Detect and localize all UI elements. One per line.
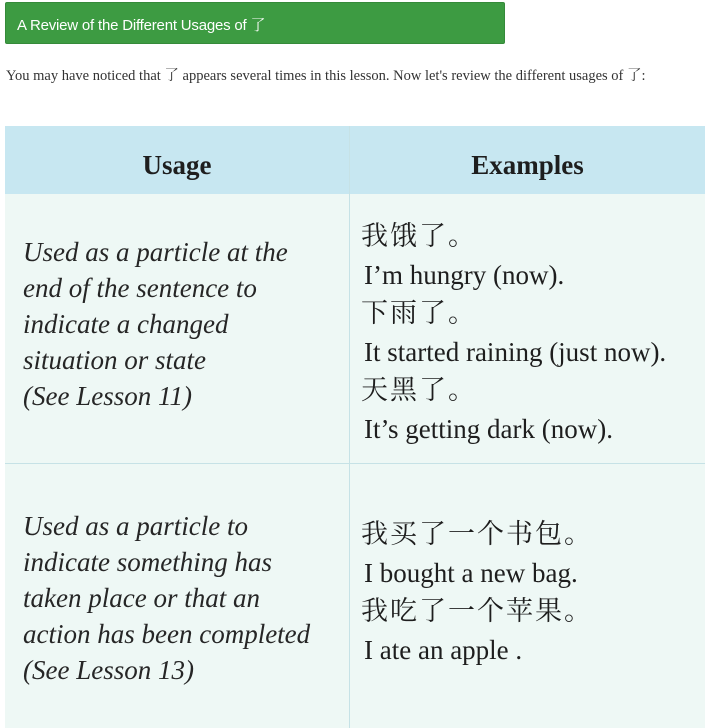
section-title: A Review of the Different Usages of 了	[17, 17, 266, 34]
example-chinese: 天黑了。	[361, 375, 477, 406]
example-chinese: 我饿了。	[361, 221, 477, 252]
usage-lesson-ref: (See Lesson 11)	[23, 381, 192, 411]
example-chinese: 我吃了一个苹果。	[361, 596, 593, 627]
usage-cell-completed-action	[23, 508, 353, 688]
usage-line: indicate something has	[23, 547, 272, 577]
example-chinese: 下雨了。	[361, 298, 477, 329]
example-english: I ate an apple .	[364, 635, 523, 665]
usage-line: Used as a particle to	[23, 511, 248, 541]
example-english: It started raining (just now).	[364, 337, 667, 367]
usage-line: end of the sentence to	[23, 273, 257, 303]
row-divider	[5, 463, 705, 464]
example-english: It’s getting dark (now).	[364, 414, 613, 444]
usage-cell-changed-state	[23, 234, 353, 414]
intro-paragraph: You may have noticed that 了 appears several times in this lesson. Now let's review the different usages of 了:	[6, 68, 646, 84]
usage-lesson-ref: (See Lesson 13)	[23, 655, 194, 685]
header-usage: Usage	[142, 150, 212, 180]
usage-line: Used as a particle at the	[23, 237, 288, 267]
examples-cell-completed-action	[361, 516, 705, 670]
usage-line: indicate a changed	[23, 309, 229, 339]
usage-line: taken place or that an	[23, 583, 260, 613]
example-english: I bought a new bag.	[364, 558, 578, 588]
examples-cell-changed-state	[361, 218, 705, 449]
example-chinese: 我买了一个书包。	[361, 519, 593, 550]
usage-line: action has been completed	[23, 619, 311, 649]
header-examples: Examples	[471, 150, 584, 180]
usage-line: situation or state	[23, 345, 207, 375]
section-banner	[5, 2, 505, 44]
example-english: I’m hungry (now).	[364, 260, 565, 290]
usage-table	[5, 126, 705, 728]
